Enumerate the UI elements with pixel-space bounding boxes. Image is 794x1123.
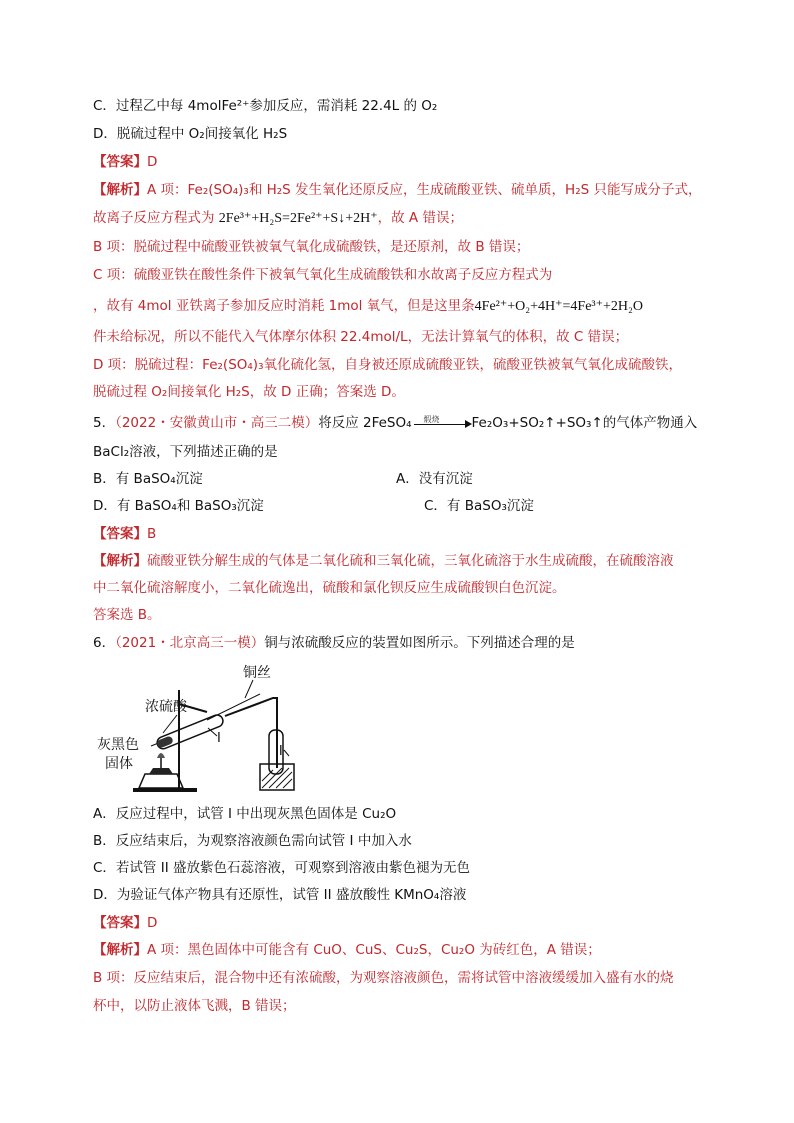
solid-label-1: 灰黑色 [97, 737, 139, 753]
q5-analysis-3: 答案选 B。 [93, 607, 161, 623]
acid-label: 浓硫酸 [145, 699, 187, 715]
q4-option-d: D．脱硫过程中 O₂间接氧化 H₂S [93, 126, 288, 142]
stem-text: 铜与浓硫酸反应的装置如图所示。下列描述合理的是 [264, 635, 575, 651]
q6-option-b: B．反应结束后，为观察溶液颜色需向试管 I 中加入水 [93, 833, 412, 849]
test-tube-1 [155, 713, 224, 750]
q4-option-c: C．过程乙中每 4molFe²⁺参加反应，需消耗 22.4L 的 O₂ [93, 98, 438, 114]
answer-tag: 【答案】 [93, 915, 147, 931]
q6-option-d: D．为验证气体产物具有还原性，试管 II 盛放酸性 KMnO₄溶液 [93, 887, 467, 903]
q6-analysis-b2: 杯中，以防止液体飞溅，B 错误； [93, 998, 296, 1014]
q6-stem [93, 633, 575, 653]
q6-analysis-b1: B 项：反应结束后，混合物中还有浓硫酸，为观察溶液颜色，需将试管中溶液缓缓加入盛有水的烧 [93, 970, 674, 986]
apparatus-figure [95, 660, 330, 795]
analysis-text: ，故 A 错误； [377, 210, 463, 226]
analysis-text: 故离子反应方程式为 [93, 210, 219, 226]
analysis-tag: 【解析】 [93, 553, 147, 569]
answer-tag: 【答案】 [93, 526, 147, 542]
question-number: 5． [93, 415, 116, 431]
q4-analysis-c1: C 项：硫酸亚铁在酸性条件下被氧气氧化生成硫酸铁和水故离子反应方程式为 [93, 267, 553, 283]
reaction-arrow-icon [412, 416, 472, 430]
question-source: （2022・安徽黄山市・高三二模） [115, 415, 319, 431]
q4-analysis-c3: 件未给标况，所以不能代入气体摩尔体积 22.4mol/L，无法计算氧气的体积，故 C 错误； [93, 329, 629, 345]
ionic-equation: 2Fe³⁺+H₂S=2Fe²⁺+S↓+2H⁺ [218, 211, 378, 226]
copper-wire [207, 694, 260, 720]
arrow-condition: 煅烧 [423, 415, 440, 424]
stem-text: 将反应 2FeSO₄ [318, 415, 412, 431]
ionic-equation: 4Fe²⁺+O₂+4H⁺=4Fe³⁺+2H₂O [474, 299, 644, 314]
analysis-text: ，故有 4mol 亚铁离子参加反应时消耗 1mol 氧气，但是这里条 [93, 298, 475, 314]
answer-tag: 【答案】 [93, 154, 147, 170]
q6-option-a: A．反应过程中，试管 I 中出现灰黑色固体是 Cu₂O [93, 806, 397, 822]
tube2-label: II [275, 744, 283, 759]
q4-analysis-a2 [93, 208, 463, 229]
q5-analysis-1 [93, 551, 674, 571]
analysis-text: 硫酸亚铁分解生成的气体是二氧化硫和三氧化硫，三氧化硫溶于水生成硫酸，在硫酸溶液 [147, 553, 674, 569]
q5-analysis-2: 中二氧化硫溶解度小，二氧化硫逸出，硫酸和氯化钡反应生成硫酸钡白色沉淀。 [93, 580, 566, 596]
analysis-tag: 【解析】 [93, 942, 147, 958]
tube1-label: I [217, 731, 221, 746]
q6-analysis-a [93, 940, 601, 960]
q5-option-b: B．有 BaSO₄沉淀 [93, 471, 203, 487]
copper-wire-label: 铜丝 [243, 665, 271, 681]
alcohol-lamp-icon [139, 753, 183, 788]
answer-value: B [147, 526, 157, 542]
q4-analysis-d2: 脱硫过程 O₂间接氧化 H₂S，故 D 正确；答案选 D。 [93, 384, 405, 400]
q4-analysis-c2 [93, 296, 643, 317]
beaker-hatching [262, 768, 292, 788]
solid-label-2: 固体 [105, 756, 133, 772]
analysis-tag: 【解析】 [93, 182, 147, 198]
q4-analysis-a1 [93, 180, 701, 200]
q4-analysis-b: B 项：脱硫过程中硫酸亚铁被氧气氧化成硫酸铁，是还原剂，故 B 错误； [93, 239, 530, 255]
q5-answer [93, 524, 156, 544]
q6-answer [93, 913, 157, 933]
q5-option-c: C．有 BaSO₃沉淀 [424, 498, 534, 514]
q5-option-d: D．有 BaSO₄和 BaSO₃沉淀 [93, 498, 264, 514]
question-number: 6． [93, 635, 116, 651]
stem-text: Fe₂O₃+SO₂↑+SO₃↑的气体产物通入 [471, 415, 698, 431]
analysis-text: A 项：Fe₂(SO₄)₃和 H₂S 发生氧化还原反应，生成硫酸亚铁、硫单质，H₂S 只能写成分子式， [147, 182, 702, 198]
q4-answer [93, 152, 157, 172]
q6-option-c: C．若试管 II 盛放紫色石蕊溶液，可观察到溶液由紫色褪为无色 [93, 860, 470, 876]
question-source: （2021・北京高三一模） [115, 635, 265, 651]
q5-stem [93, 413, 697, 433]
q5-stem-line2: BaCl₂溶液，下列描述正确的是 [93, 444, 278, 460]
answer-value: D [147, 154, 158, 170]
answer-value: D [147, 915, 158, 931]
analysis-text: A 项：黑色固体中可能含有 CuO、CuS、Cu₂S，Cu₂O 为砖红色，A 错误； [147, 942, 601, 958]
q4-analysis-d1: D 项：脱硫过程：Fe₂(SO₄)₃氧化硫化氢，自身被还原成硫酸亚铁，硫酸亚铁被氧气氧化成硫酸铁， [93, 357, 682, 373]
q5-option-a: A．没有沉淀 [396, 471, 473, 487]
